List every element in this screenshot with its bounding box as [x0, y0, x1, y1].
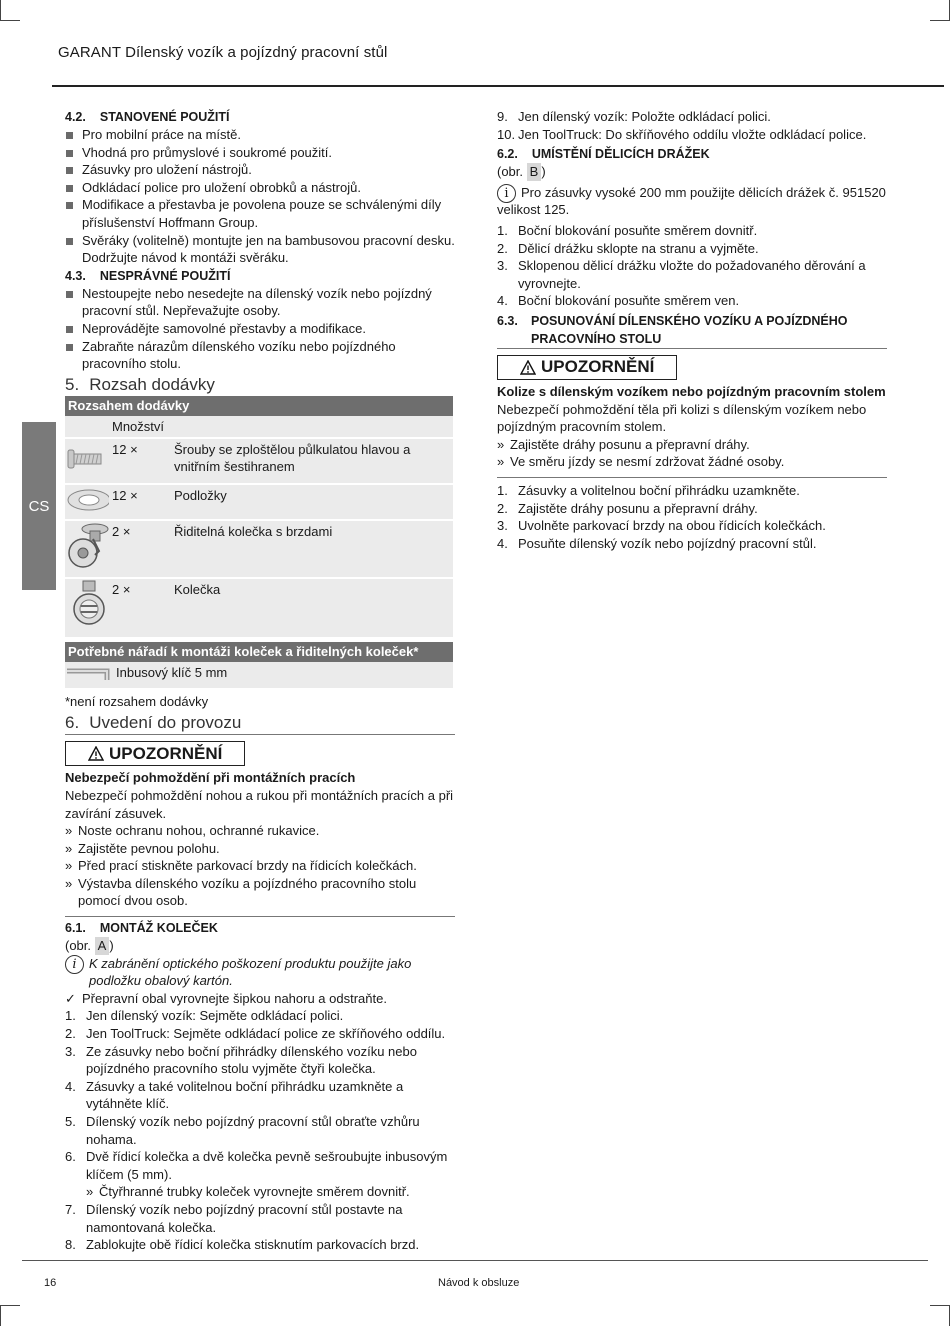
step-item: 9. Jen dílenský vozík: Položte odkládací polici. — [497, 109, 771, 124]
list-item: Modifikace a přestavba je povolena pouze se schválenými díly příslušenství Hoffmann Group. — [65, 196, 455, 231]
section-heading-4-2: 4.2. STANOVENÉ POUŽITÍ — [65, 110, 230, 124]
crop-mark — [0, 1305, 20, 1306]
figure-ref: (obr. B ) — [497, 164, 546, 180]
step-item: 3. Ze zásuvky nebo boční přihrádky dílenského vozíku nebo pojízdného pracovního stolu vyjměte čtyři kolečka. — [65, 1043, 417, 1077]
table-row — [65, 662, 453, 689]
crop-mark — [930, 1305, 950, 1306]
crop-mark — [0, 1306, 1, 1326]
footer-doc-title: Návod k obsluze — [438, 1277, 520, 1289]
section-heading-5: 5. Rozsah dodávky — [65, 374, 215, 394]
step-item: 1. Boční blokování posuňte směrem dovnitř. — [497, 222, 758, 238]
crop-mark — [0, 0, 1, 20]
item-desc: Podložky — [171, 484, 453, 520]
info-note: i K zabránění optického poškození produktu použijte jako podložku obalový kartón. — [65, 955, 455, 990]
qty: 2 × — [109, 578, 171, 638]
heading-rule — [497, 348, 887, 349]
allen-key-icon — [65, 662, 113, 689]
figure-label: B — [527, 163, 542, 181]
qty: 12 × — [109, 438, 171, 484]
table-row — [65, 484, 453, 520]
footer-rule — [22, 1260, 928, 1261]
step-item: 8. Zablokujte obě řídicí kolečka stisknutím parkovacích brzd. — [65, 1237, 420, 1253]
left-column — [65, 108, 455, 1254]
warning-triangle-icon — [520, 360, 536, 375]
item-desc: Kolečka — [171, 578, 453, 638]
warning-item: » Zajistěte dráhy posunu a přepravní dráhy. — [497, 436, 887, 454]
table-header: Potřebné nářadí k montáži koleček a řiditelných koleček* — [65, 642, 453, 662]
list-item: Svěráky (volitelně) montujte jen na bambusovou pracovní desku. Dodržujte návod k montáži svěráku. — [65, 232, 455, 267]
step-item: 4. Boční blokování posuňte směrem ven. — [497, 293, 740, 309]
section-heading-6: 6. Uvedení do provozu — [65, 713, 242, 733]
warning-item: » Noste ochranu nohou, ochranné rukavice. — [65, 822, 455, 840]
section-heading-6-1: 6.1. MONTÁŽ KOLEČEK — [65, 921, 218, 936]
qty: 2 × — [109, 520, 171, 578]
misuse-list — [65, 285, 455, 373]
washer-icon — [65, 484, 109, 520]
warning-item: » Před prací stiskněte parkovací brzdy na řídicích kolečkách. — [65, 857, 455, 875]
footnote: *není rozsahem dodávky — [65, 693, 209, 709]
section-heading-6-2: 6.2. UMÍSTĚNÍ DĚLICÍCH DRÁŽEK — [497, 147, 710, 162]
scope-of-delivery-table — [65, 396, 453, 639]
fixed-caster-icon — [65, 578, 109, 638]
crop-mark — [0, 20, 20, 21]
page-number: 16 — [44, 1277, 57, 1289]
warning-label: UPOZORNĚNÍ — [109, 743, 223, 763]
warning-item: » Zajistěte pevnou polohu. — [65, 840, 455, 858]
step-item: 10. Jen ToolTruck: Do skříňového oddílu vložte odkládací police. — [497, 126, 867, 142]
step-item: 2. Dělicí drážku sklopte na stranu a vyjměte. — [497, 240, 759, 256]
step-item: 1. Zásuvky a volitelnou boční přihrádku uzamkněte. — [497, 482, 800, 498]
swivel-caster-icon — [65, 520, 109, 578]
tool-name: Inbusový klíč 5 mm — [113, 662, 453, 689]
section-rule — [497, 477, 887, 478]
required-tools-table — [65, 642, 453, 690]
step-item: 2. Zajistěte dráhy posunu a přepravní dráhy. — [497, 500, 758, 516]
list-item: Zásuvky pro uložení nástrojů. — [65, 161, 455, 179]
qty: 12 × — [109, 484, 171, 520]
section-heading-6-3: 6.3. POSUNOVÁNÍ DÍLENSKÉHO VOZÍKU A POJÍZDNÉHO PRACOVNÍHO STOLU — [497, 313, 848, 346]
info-icon: i — [65, 955, 84, 974]
table-row — [65, 520, 453, 578]
step-item: 5. Dílenský vozík nebo pojízdný pracovní stůl obraťte vzhůru nohama. — [65, 1114, 420, 1147]
step-item: 6. Dvě řídicí kolečka a dvě kolečka pevně sešroubujte inbusovým klíčem (5 mm). — [65, 1149, 448, 1182]
list-item: Odkládací police pro uložení obrobků a nástrojů. — [65, 179, 455, 197]
step-item: 2. Jen ToolTruck: Sejměte odkládací police ze skříňového oddílu. — [65, 1026, 446, 1042]
crop-mark — [930, 20, 950, 21]
item-desc: Řiditelná kolečka s brzdami — [171, 520, 453, 578]
qty-header: Množství — [109, 416, 171, 438]
right-column — [497, 108, 887, 552]
item-desc: Šrouby se zploštělou půlkulatou hlavou a vnitřním šestihranem — [171, 438, 453, 484]
step-item: 1. Jen dílenský vozík: Sejměte odkládací polici. — [65, 1008, 344, 1024]
section-rule — [65, 916, 455, 917]
table-row — [65, 438, 453, 484]
header-rule — [52, 85, 944, 87]
check-item: ✓ Přepravní obal vyrovnejte šipkou nahoru a odstraňte. — [65, 990, 387, 1006]
warning-text: Nebezpečí pohmoždění těla při kolizi s dílenským vozíkem nebo pojízdným pracovním stolem. — [497, 401, 867, 435]
list-item: Vhodná pro průmyslové i soukromé použití. — [65, 144, 455, 162]
step-item: 7. Dílenský vozík nebo pojízdný pracovní stůl postavte na namontovaná kolečka. — [65, 1201, 403, 1235]
figure-ref: (obr. A ) — [65, 938, 114, 954]
warning-title: Nebezpečí pohmoždění při montážních pracích — [65, 770, 356, 786]
warning-box — [65, 741, 455, 766]
warning-item: » Ve směru jízdy se nesmí zdržovat žádné osoby. — [497, 453, 887, 471]
list-item: Pro mobilní práce na místě. — [65, 126, 455, 144]
info-note: i Pro zásuvky vysoké 200 mm použijte dělicích drážek č. 951520 velikost 125. — [497, 184, 886, 218]
language-tab: CS — [22, 422, 56, 590]
info-icon: i — [497, 184, 516, 203]
list-item: Zabraňte nárazům dílenského vozíku nebo pojízdného pracovního stolu. — [65, 338, 455, 373]
step-sub-item: » Čtyřhranné trubky koleček vyrovnejte směrem dovnitř. — [65, 1183, 455, 1201]
warning-text: Nebezpečí pohmoždění nohou a rukou při montážních pracích a při zavírání zásuvek. — [65, 787, 454, 821]
warning-triangle-icon — [88, 746, 104, 761]
step-item: 3. Sklopenou dělicí drážku vložte do požadovaného děrování a vyrovnejte. — [497, 258, 866, 291]
intended-use-list — [65, 126, 455, 267]
table-row — [65, 578, 453, 638]
screw-icon — [65, 438, 109, 484]
section-heading-4-3: 4.3. NESPRÁVNÉ POUŽITÍ — [65, 268, 231, 283]
table-row — [65, 416, 453, 438]
list-item: Nestoupejte nebo nesedejte na dílenský vozík nebo pojízdný pracovní stůl. Nepřevažujte osoby. — [65, 285, 455, 320]
warning-label: UPOZORNĚNÍ — [541, 357, 655, 377]
list-item: Neprovádějte samovolné přestavby a modifikace. — [65, 320, 455, 338]
checkmark-icon: ✓ — [65, 990, 76, 1006]
step-item: 4. Posuňte dílenský vozík nebo pojízdný pracovní stůl. — [497, 535, 817, 551]
warning-title: Kolize s dílenským vozíkem nebo pojízdným pracovním stolem — [497, 383, 886, 399]
figure-label: A — [95, 937, 110, 955]
header-title: GARANT Dílenský vozík a pojízdný pracovní stůl — [58, 44, 388, 61]
warning-box — [497, 355, 887, 380]
table-header: Rozsahem dodávky — [65, 396, 453, 416]
warning-item: » Výstavba dílenského vozíku a pojízdného pracovního stolu pomocí dvou osob. — [65, 875, 455, 910]
heading-rule — [65, 734, 455, 735]
step-item: 4. Zásuvky a také volitelnou boční přihrádku uzamkněte a vytáhněte klíč. — [65, 1078, 404, 1112]
step-item: 3. Uvolněte parkovací brzdy na obou řídicích kolečkách. — [497, 518, 826, 534]
